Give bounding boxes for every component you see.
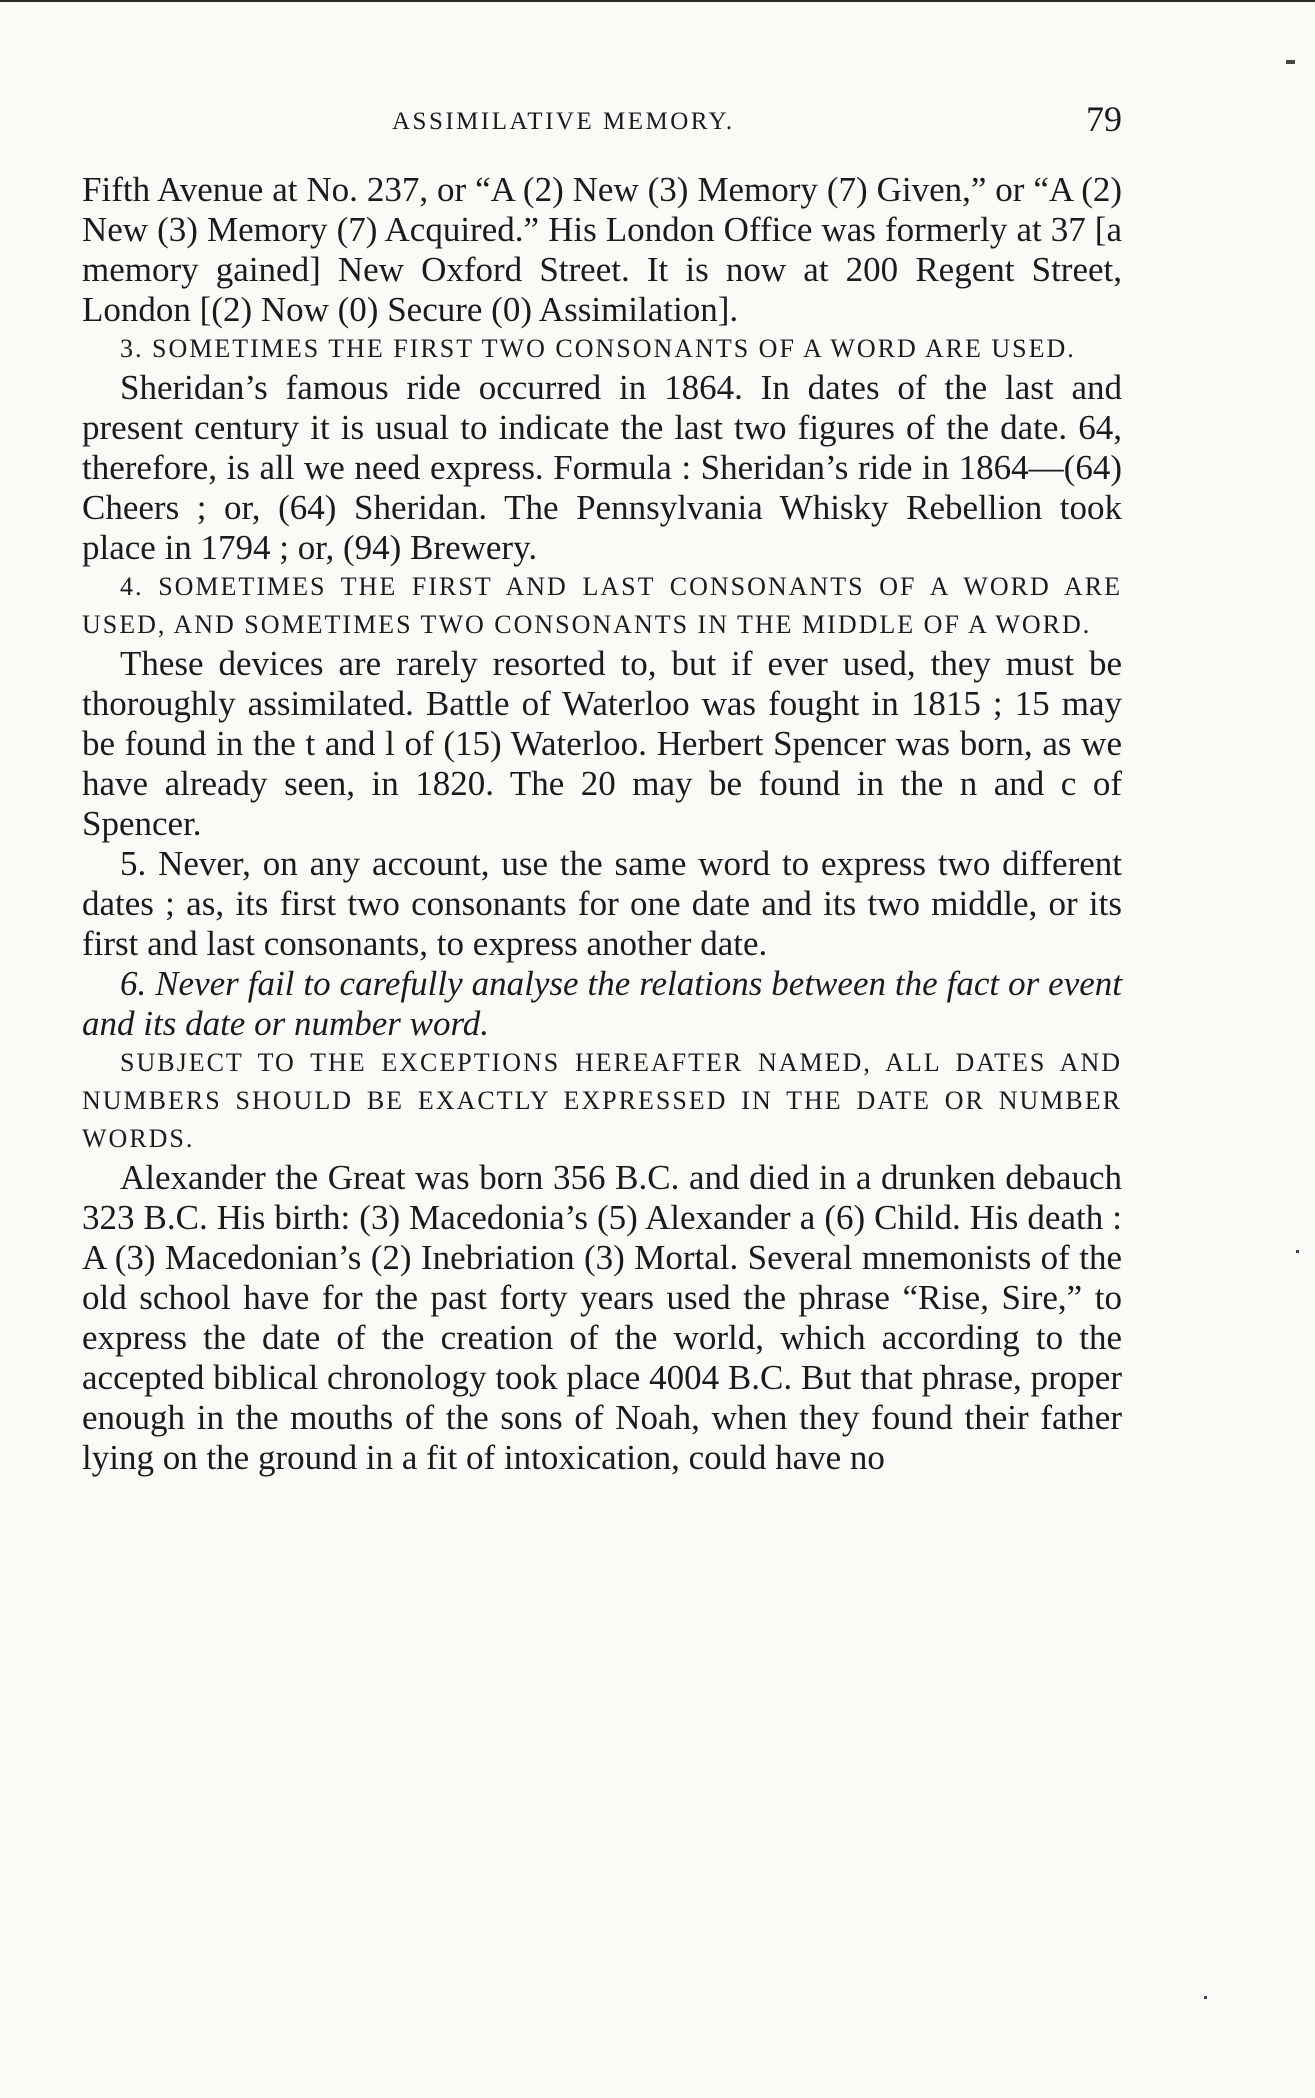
scan-speck: [1286, 60, 1295, 64]
scan-top-edge: [0, 0, 1315, 2]
subject-heading: SUBJECT TO THE EXCEPTIONS HEREAFTER NAMED, ALL DATES AND NUMBERS SHOULD BE EXACTLY EXPRESSED IN THE DATE OR NUMBER WORDS.: [82, 1048, 1122, 1153]
page-header: [82, 99, 1122, 154]
running-head: ASSIMILATIVE MEMORY.: [392, 108, 735, 135]
scan-speck: [1204, 1996, 1207, 1999]
paragraph-continuation: Fifth Avenue at No. 237, or “A (2) New (3) Memory (7) Given,” or “A (2) New (3) Memory (7) Acquired.” His London Office was formerly at 37 [a memory gained] New Oxford Street. It is now at 200 Regent Street, London [(2) Now (0) Secure (0) Assimilation].: [82, 170, 1122, 329]
rule-3-heading: 3. SOMETIMES THE FIRST TWO CONSONANTS OF A WORD ARE USED.: [120, 334, 1076, 363]
rule-5: 5. Never, on any account, use the same word to express two different dates ; as, its first two consonants for one date and its two middle, or its first and last consonants, to express another date.: [82, 844, 1122, 963]
paragraph-sheridan: Sheridan’s famous ride occurred in 1864. In dates of the last and present century it is usual to indicate the last two figures of the date. 64, therefore, is all we need express. Formula : Sheridan’s ride in 1864—(64) Cheers ; or, (64) Sheridan. The Pennsylvania Whisky Rebellion took place in 1794 ; or, (94) Brewery.: [82, 368, 1122, 567]
paragraph-alexander: Alexander the Great was born 356 B.C. and died in a drunken debauch 323 B.C. His birth: (3) Macedonia’s (5) Alexander a (6) Child. His death : A (3) Macedonian’s (2) Inebriation (3) Mortal. Several mnemonists of the old school have for the past forty years used the phrase “Rise, Sire,” to express the date of the creation of the world, which according to the accepted biblical chronology took place 4004 B.C. But that phrase, proper enough in the mouths of the sons of Noah, when they found their father lying on the ground in a fit of intoxication, could have no: [82, 1158, 1122, 1477]
rule-6: [82, 964, 1122, 1044]
rule-4-heading: 4. SOMETIMES THE FIRST AND LAST CONSONANTS OF A WORD ARE USED, AND SOMETIMES TWO CONSONANTS IN THE MIDDLE OF A WORD.: [82, 572, 1122, 639]
page-number: 79: [1086, 99, 1122, 139]
page-body: [82, 170, 1122, 1478]
scan-speck: [1296, 1250, 1299, 1253]
rule-6-text: 6. Never fail to carefully analyse the relations between the fact or event and its date or number word.: [82, 964, 1122, 1043]
paragraph-waterloo: These devices are rarely resorted to, but if ever used, they must be thoroughly assimilated. Battle of Waterloo was fought in 1815 ; 15 may be found in the t and l of (15) Waterloo. Herbert Spencer was born, as we have already seen, in 1820. The 20 may be found in the n and c of Spencer.: [82, 644, 1122, 843]
